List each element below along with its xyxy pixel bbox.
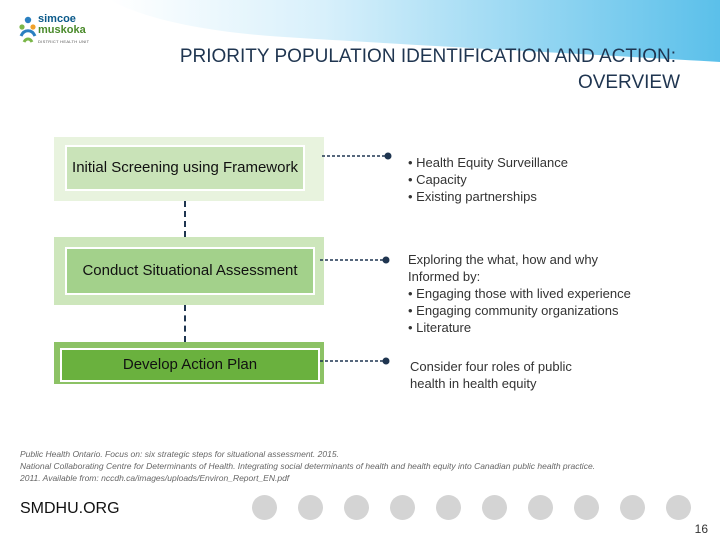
step-1-bullet: • Existing partnerships [408,188,708,205]
step-2-box [65,247,315,295]
page-title-line2: OVERVIEW [577,72,680,93]
step-2-label: Conduct Situational Assessment [82,262,298,279]
step-1-description [408,154,708,205]
dot-decoration [390,495,415,520]
org-url: SMDHU.ORG [20,500,120,517]
dot-decoration [620,495,645,520]
connector-2 [318,252,393,268]
logo-line2: muskoka [38,24,86,36]
dot-decoration [436,495,461,520]
dot-decoration [574,495,599,520]
step-1-bullet: • Health Equity Surveillance [408,154,708,171]
step-2-bullet: • Engaging those with lived experience [408,285,708,302]
step-1-bullet: • Capacity [408,171,708,188]
step-1-box [65,145,305,191]
step-2-description [408,251,708,336]
step-3-line1: Consider four roles of public [410,359,572,374]
logo-line3: DISTRICT HEALTH UNIT [38,39,90,44]
step-2-bullet: • Literature [408,319,708,336]
step-3-line2: health in health equity [410,376,537,391]
page-title-line1: PRIORITY POPULATION IDENTIFICATION AND ACTION: [179,46,676,67]
footnote-line2: National Collaborating Centre for Determinants of Health. Integrating social determinants of health and health equity into Canadian public health practice. [20,461,596,471]
footnotes [20,448,710,484]
page-number: 16 [694,522,708,536]
step-2-bullet: • Engaging community organizations [408,302,708,319]
page-title [86,44,680,96]
dot-decoration [252,495,277,520]
dot-decoration [298,495,323,520]
logo-line1: simcoe [38,13,76,25]
step-2-intro-line2: Informed by: [408,269,481,284]
step-1-to-2-link [184,201,186,237]
step-2-to-3-link [184,305,186,342]
connector-3 [318,353,393,369]
step-1-label: Initial Screening using Framework [72,159,298,176]
step-3-description [410,358,710,392]
step-3-box [60,348,320,382]
dot-decoration [666,495,691,520]
step-3-label: Develop Action Plan [122,356,258,373]
footnote-line3: 2011. Available from: nccdh.ca/images/uploads/Environ_Report_EN.pdf [20,473,290,483]
dot-decoration [528,495,553,520]
connector-1 [320,148,395,164]
step-2-intro-line1: Exploring the what, how and why [408,252,599,267]
dot-decoration [344,495,369,520]
footnote-line1: Public Health Ontario. Focus on: six strategic steps for situational assessment. 2015. [20,449,339,459]
dot-decoration [482,495,507,520]
